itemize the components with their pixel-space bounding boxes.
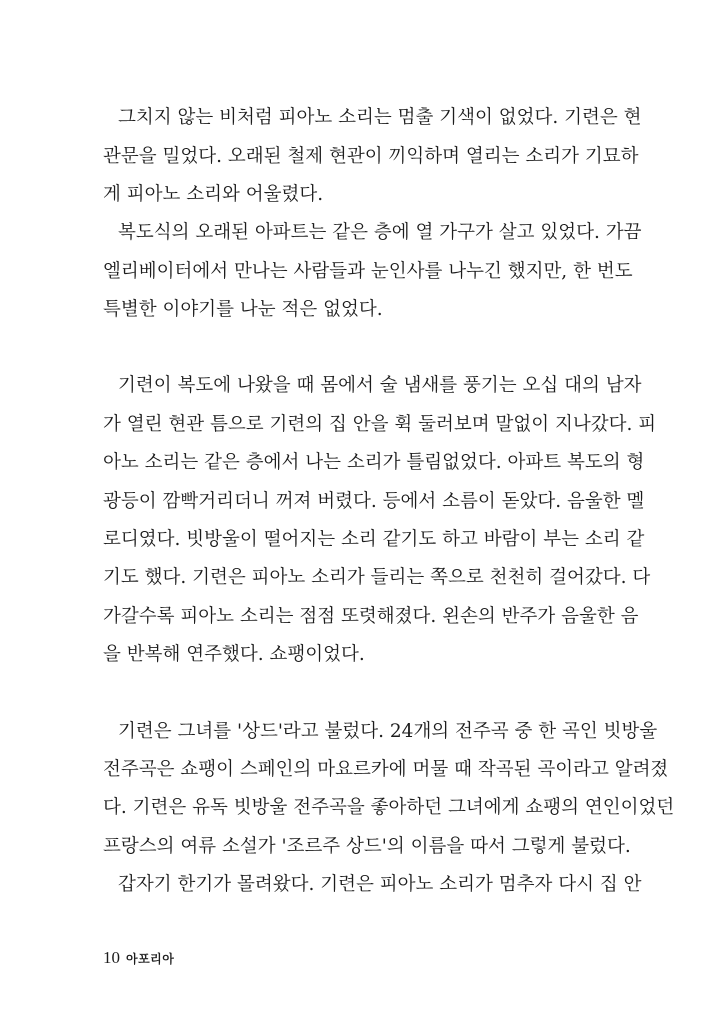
body-text-line: 기련은 그녀를 '상드'라고 불렀다. 24개의 전주곡 중 한 곡인 빗방울 (118, 721, 658, 742)
body-text-line: 로디였다. 빗방울이 떨어지는 소리 같기도 하고 바람이 부는 소리 같 (103, 529, 645, 550)
body-text-line: 그치지 않는 비처럼 피아노 소리는 멈출 기색이 없었다. 기련은 현 (118, 107, 642, 128)
body-text-line: 기도 했다. 기련은 피아노 소리가 들리는 쪽으로 천천히 걸어갔다. 다 (103, 567, 651, 588)
body-text-line: 특별한 이야기를 나눈 적은 없었다. (103, 299, 383, 320)
body-text-line: 가갈수록 피아노 소리는 점점 또렷해졌다. 왼손의 반주가 음울한 음 (103, 606, 639, 627)
body-text-line: 다. 기련은 유독 빗방울 전주곡을 좋아하던 그녀에게 쇼팽의 연인이었던 (103, 797, 675, 818)
running-title: 아포리아 (126, 952, 175, 966)
body-text-line: 프랑스의 여류 소설가 '조르주 상드'의 이름을 따서 그렇게 불렀다. (103, 836, 631, 857)
body-text-line: 엘리베이터에서 만나는 사람들과 눈인사를 나누긴 했지만, 한 번도 (103, 261, 633, 282)
body-text-line: 관문을 밀었다. 오래된 철제 현관이 끼익하며 열리는 소리가 기묘하 (103, 146, 639, 167)
body-text-line: 을 반복해 연주했다. 쇼팽이었다. (103, 644, 365, 665)
body-text-line: 갑자기 한기가 몰려왔다. 기련은 피아노 소리가 멈추자 다시 집 안 (118, 874, 642, 895)
body-text-line: 아노 소리는 같은 층에서 나는 소리가 틀림없었다. 아파트 복도의 형 (103, 452, 645, 473)
body-text-line: 기련이 복도에 나왔을 때 몸에서 술 냄새를 풍기는 오십 대의 남자 (118, 375, 642, 396)
body-text-line: 게 피아노 소리와 어울렸다. (103, 184, 324, 205)
body-text-line: 가 열린 현관 틈으로 기련의 집 안을 휙 둘러보며 말없이 지나갔다. 피 (103, 414, 657, 435)
body-text-line: 광등이 깜빡거리더니 꺼져 버렸다. 등에서 소름이 돋았다. 음울한 멜 (103, 491, 645, 512)
body-text-line: 전주곡은 쇼팽이 스페인의 마요르카에 머물 때 작곡된 곡이라고 알려졌 (103, 759, 669, 780)
page-footer (103, 946, 174, 970)
body-text-line: 복도식의 오래된 아파트는 같은 층에 열 가구가 살고 있었다. 가끔 (118, 222, 642, 243)
page-number: 10 (103, 948, 120, 967)
